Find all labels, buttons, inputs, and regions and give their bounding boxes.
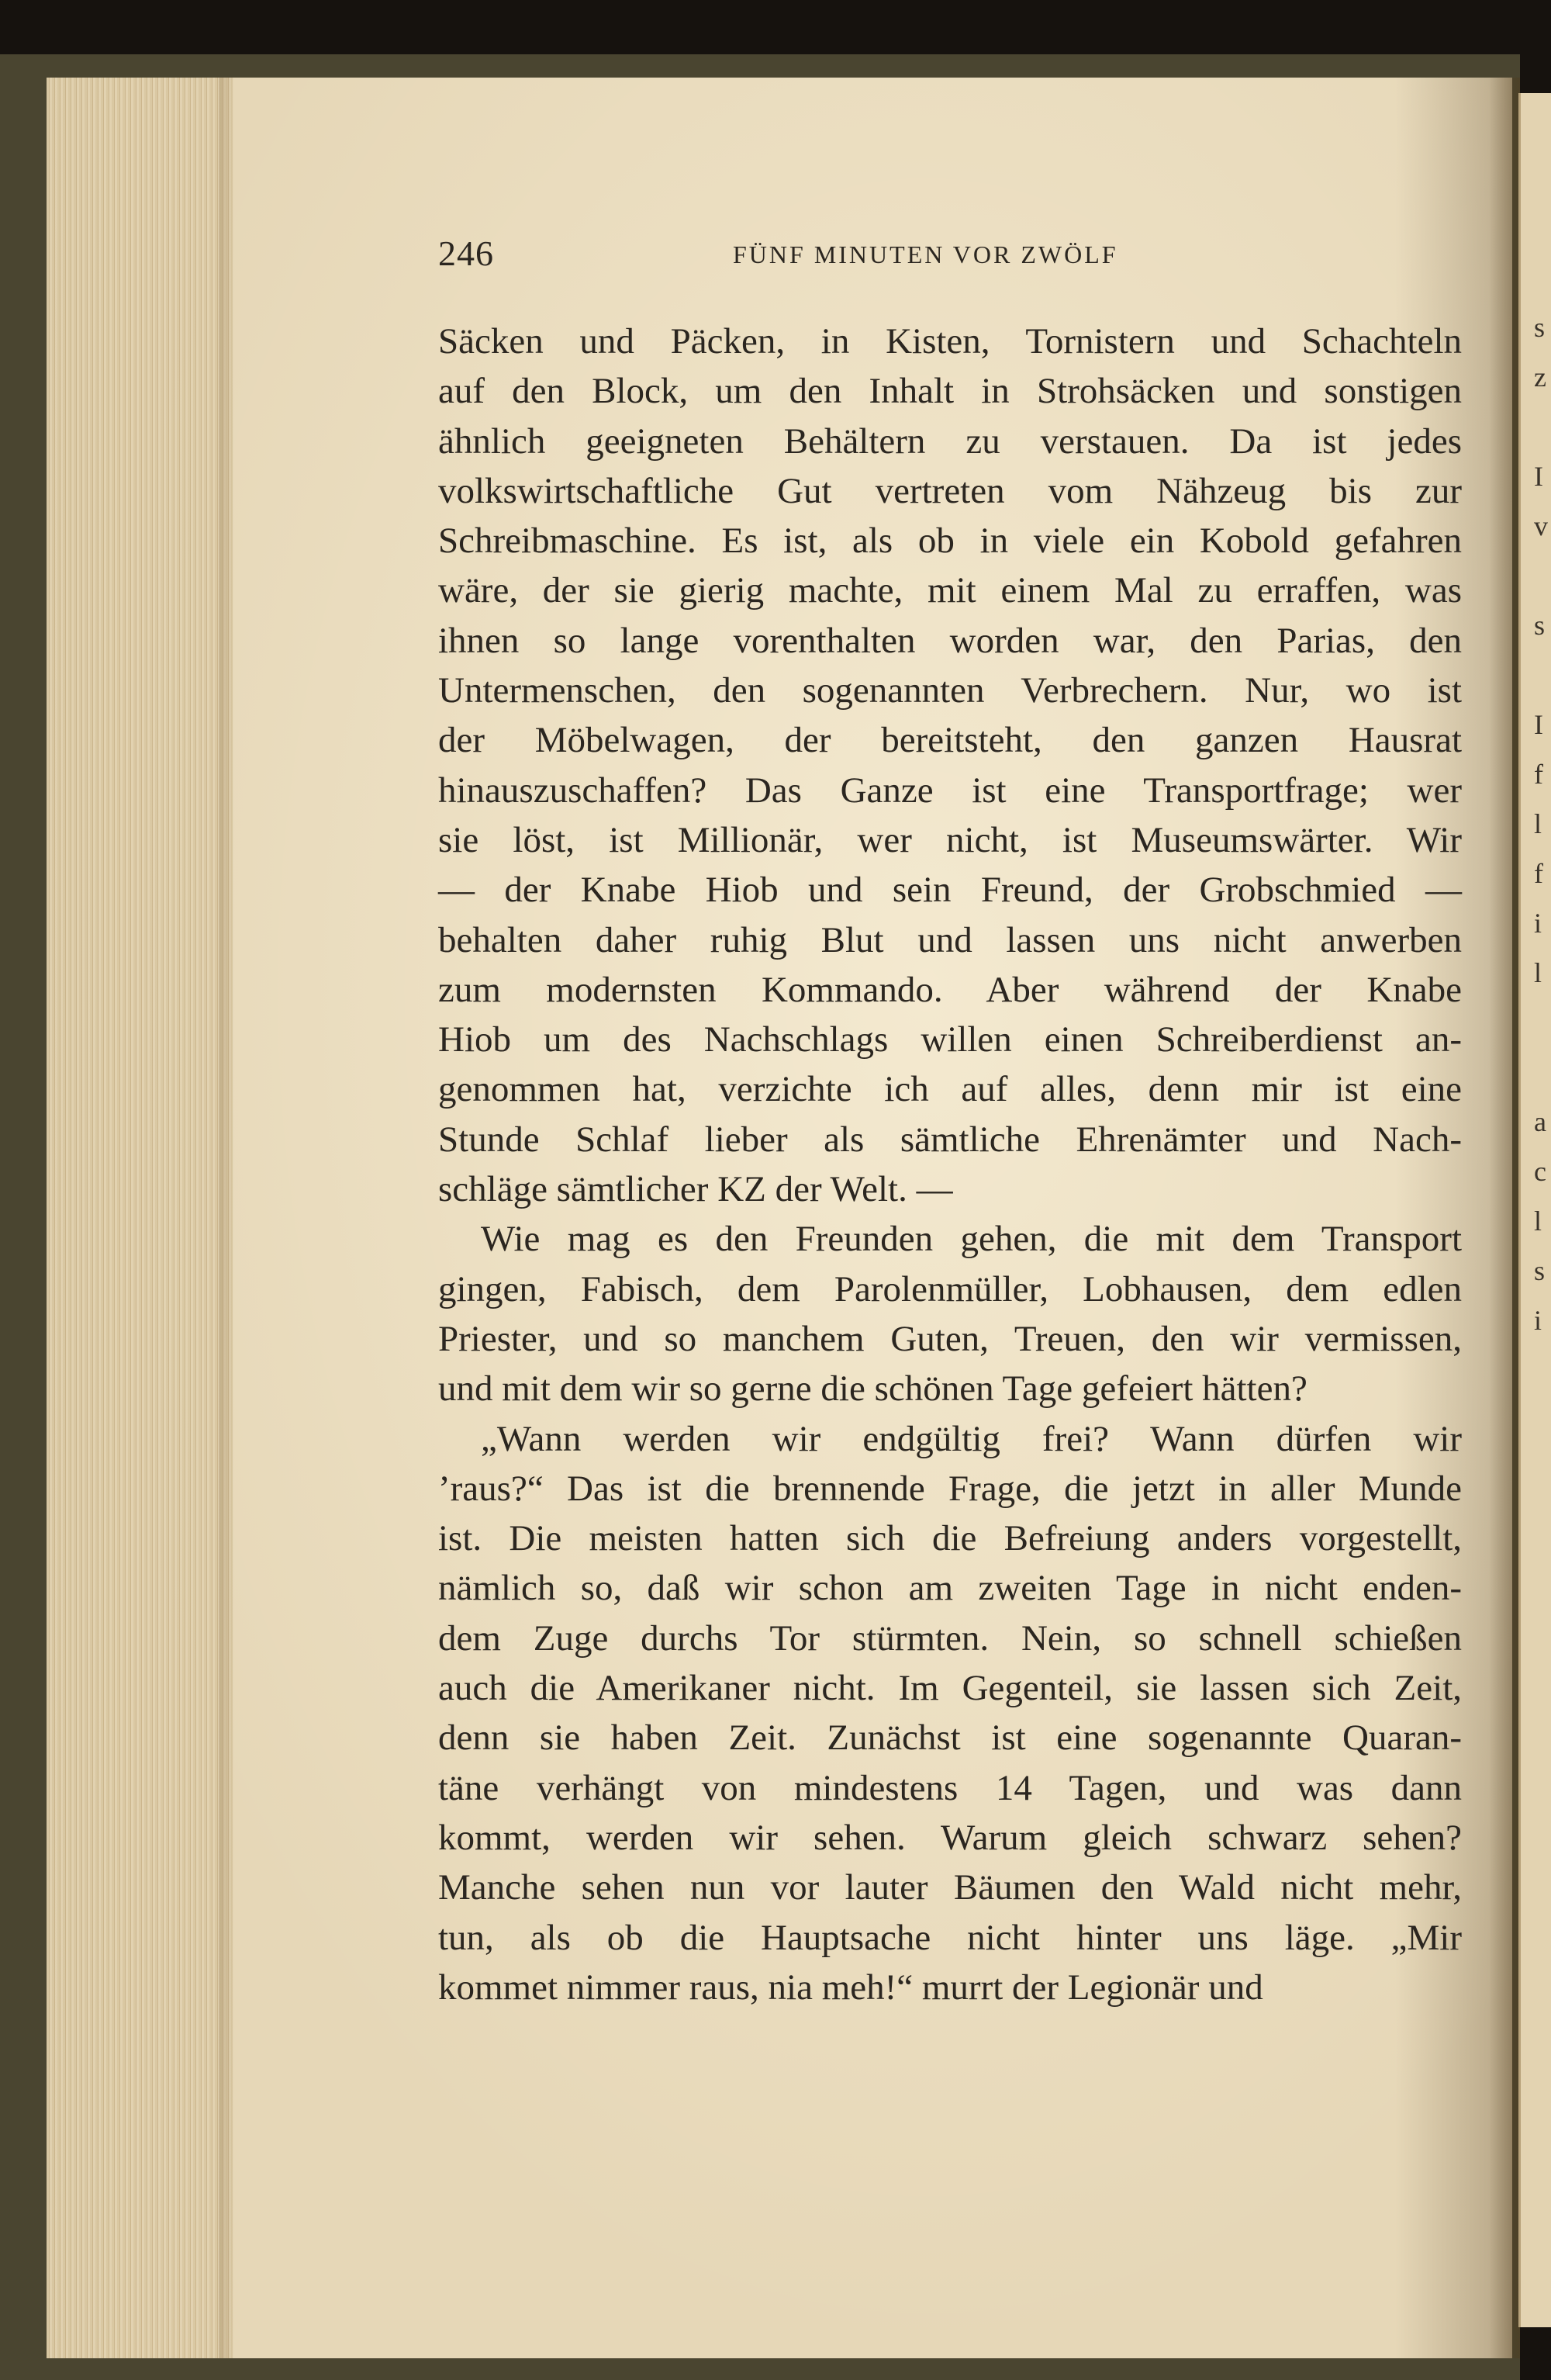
- text-line: kommt, werden wir sehen. Warum gleich schwarz sehen?: [438, 1817, 1462, 1858]
- text-line: — der Knabe Hiob und sein Freund, der Grobschmied —: [438, 870, 1462, 911]
- facing-page-letter: f: [1534, 759, 1543, 790]
- facing-page-fragments: [1534, 303, 1548, 1345]
- facing-page-letter: I: [1534, 461, 1543, 492]
- text-line: genommen hat, verzichte ich auf alles, denn mir ist eine: [438, 1069, 1462, 1110]
- facing-page-letter: i: [1534, 908, 1542, 939]
- facing-page-letter: v: [1534, 510, 1548, 541]
- text-line: behalten daher ruhig Blut und lassen uns nicht anwerben: [438, 919, 1462, 960]
- text-line: denn sie haben Zeit. Zunächst ist eine sogenannte Quaran-: [438, 1718, 1462, 1759]
- text-line: „Wann werden wir endgültig frei? Wann dürfen wir: [481, 1418, 1462, 1459]
- text-line: ihnen so lange vorenthalten worden war, den Parias, den: [438, 620, 1462, 661]
- facing-page-letter: z: [1534, 361, 1546, 393]
- text-line: Manche sehen nun vor lauter Bäumen den Wald nicht mehr,: [438, 1867, 1462, 1908]
- facing-page-letter: s: [1534, 1255, 1546, 1286]
- text-line: ’raus?“ Das ist die brennende Frage, die jetzt in aller Munde: [438, 1468, 1462, 1509]
- body-text: [438, 317, 1462, 2012]
- text-line: Schreibmaschine. Es ist, als ob in viele ein Kobold gefahren: [438, 521, 1462, 562]
- running-title: FÜNF MINUTEN VOR ZWÖLF: [733, 240, 1118, 268]
- page-text-block: [438, 233, 1462, 2012]
- text-line: sie löst, ist Millionär, wer nicht, ist Museumswärter. Wir: [438, 819, 1462, 860]
- text-line: dem Zuge durchs Tor stürmten. Nein, so schnell schießen: [438, 1617, 1462, 1659]
- facing-page-letter: a: [1534, 1106, 1546, 1137]
- text-line: wäre, der sie gierig machte, mit einem Mal zu erraffen, was: [438, 570, 1462, 611]
- facing-page-letter: I: [1534, 709, 1543, 740]
- facing-page-letter: [1534, 551, 1548, 600]
- text-line: gingen, Fabisch, dem Parolenmüller, Lobhausen, dem edlen: [438, 1268, 1462, 1309]
- text-line: schläge sämtlicher KZ der Welt. —: [438, 1169, 953, 1210]
- facing-page-letter: f: [1534, 858, 1543, 889]
- facing-page-letter: s: [1534, 312, 1546, 343]
- page-gutter: [1489, 78, 1520, 2358]
- facing-page-letter: i: [1534, 1305, 1542, 1336]
- text-line: Untermenschen, den sogenannten Verbrechern. Nur, wo ist: [438, 670, 1462, 711]
- text-line: Stunde Schlaf lieber als sämtliche Ehrenämter und Nach-: [438, 1119, 1462, 1160]
- facing-page-letter: s: [1534, 610, 1546, 641]
- text-line: und mit dem wir so gerne die schönen Tage gefeiert hätten?: [438, 1368, 1307, 1410]
- page-edges: [47, 78, 233, 2358]
- text-line: auf den Block, um den Inhalt in Strohsäcken und sonstigen: [438, 371, 1462, 412]
- facing-page-letter: l: [1534, 1206, 1542, 1237]
- page-number: 246: [438, 234, 494, 273]
- text-line: zum modernsten Kommando. Aber während der Knabe: [438, 969, 1462, 1010]
- facing-page-letter: [1534, 402, 1548, 451]
- text-line: ähnlich geeigneten Behältern zu verstauen. Da ist jedes: [438, 420, 1462, 462]
- paragraph: [438, 1414, 1462, 2013]
- text-line: nämlich so, daß wir schon am zweiten Tage in nicht enden-: [438, 1568, 1462, 1609]
- paragraph: [438, 1214, 1462, 1413]
- text-line: auch die Amerikaner nicht. Im Gegenteil, sie lassen sich Zeit,: [438, 1668, 1462, 1709]
- facing-page-letter: [1534, 650, 1548, 700]
- text-line: Hiob um des Nachschlags willen einen Schreiberdienst an-: [438, 1019, 1462, 1060]
- text-line: tun, als ob die Hauptsache nicht hinter uns läge. „Mir: [438, 1917, 1462, 1958]
- text-line: volkswirtschaftliche Gut vertreten vom Nähzeug bis zur: [438, 470, 1462, 511]
- facing-page-letter: [1534, 998, 1548, 1047]
- text-line: Wie mag es den Freunden gehen, die mit dem Transport: [481, 1219, 1462, 1260]
- text-line: hinauszuschaffen? Das Ganze ist eine Transportfrage; wer: [438, 770, 1462, 811]
- facing-page-letter: c: [1534, 1156, 1546, 1187]
- paragraph: [438, 317, 1462, 1214]
- text-line: täne verhängt von mindestens 14 Tagen, und was dann: [438, 1767, 1462, 1808]
- text-line: Säcken und Päcken, in Kisten, Tornistern und Schachteln: [438, 321, 1462, 361]
- facing-page-letter: l: [1534, 957, 1542, 988]
- text-line: kommet nimmer raus, nia meh!“ murrt der Legionär und: [438, 1967, 1263, 2008]
- facing-page-letter: [1534, 1047, 1548, 1097]
- text-line: ist. Die meisten hatten sich die Befreiung anders vorgestellt,: [438, 1518, 1462, 1559]
- page-header: [438, 233, 1462, 295]
- facing-page-letter: l: [1534, 808, 1542, 839]
- text-line: der Möbelwagen, der bereitsteht, den ganzen Hausrat: [438, 720, 1462, 761]
- text-line: Priester, und so manchem Guten, Treuen, den wir vermissen,: [438, 1318, 1462, 1359]
